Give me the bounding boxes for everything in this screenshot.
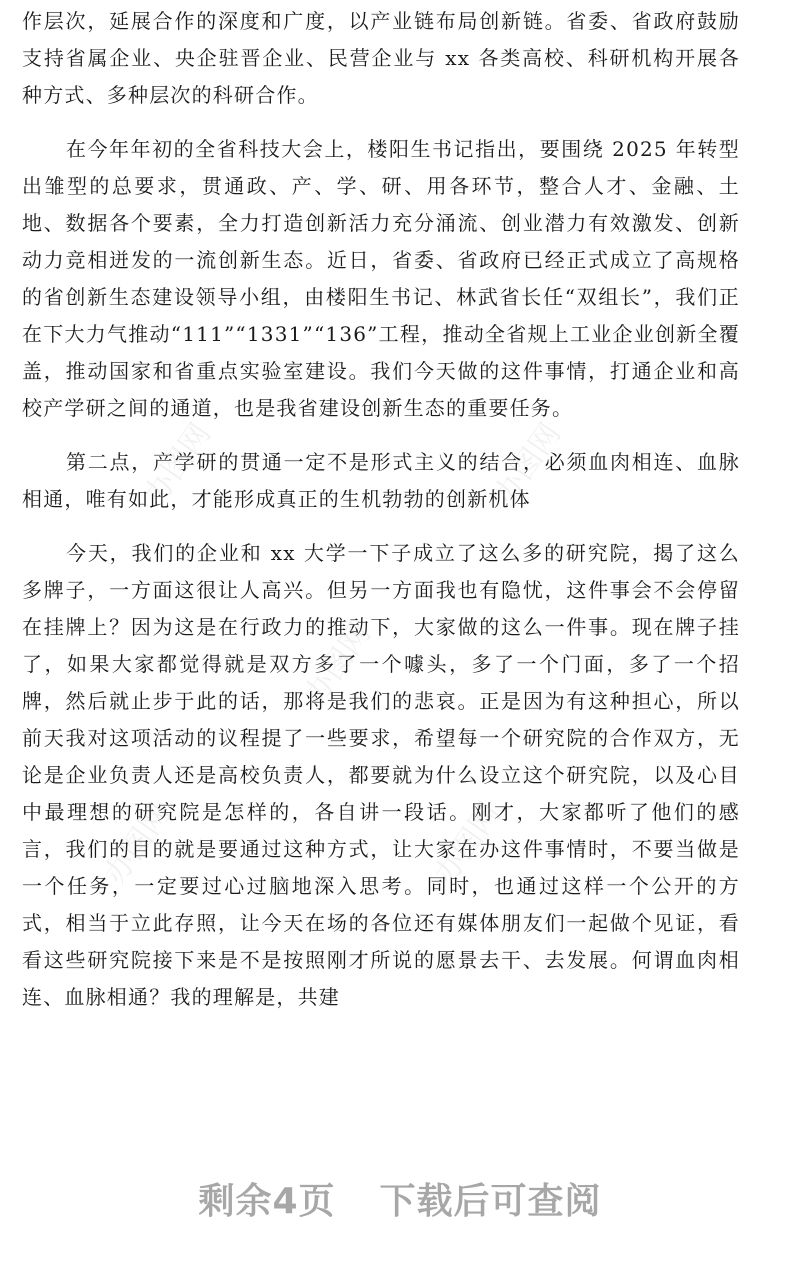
document-body <box>22 0 740 1016</box>
download-hint-label: 下载后可查阅 <box>379 1181 602 1222</box>
watermark-text: 办图网 <box>427 797 509 891</box>
paragraph-3: 第二点，产学研的贯通一定不是形式主义的结合，必须血肉相连、血脉相通，唯有如此，才能形成真正的生机勃勃的创新机体 <box>22 450 740 511</box>
watermark-text: 办图网 <box>487 417 569 511</box>
watermark-text: 办图网 <box>297 617 379 711</box>
watermark-text: 办图网 <box>137 417 219 511</box>
paragraph-4: 今天，我们的企业和 xx 大学一下子成立了这么多的研究院，揭了这么多牌子，一方面这很让人高兴。但另一方面我也有隐忧，这件事会不会停留在挂牌上？因为这是在行政力的推动下，大家做的这么一件事。现在牌子挂了，如果大家都觉得就是双方多了一个噱头，多了一个门面，多了一个招牌，然后就止步于此的话，那将是我们的悲哀。正是因为有这种担心，所以前天我对这项活动的议程提了一些要求，希望每一个研究院的合作双方，无论是企业负责人还是高校负责人，都要就为什么设立这个研究院，以及心目中最理想的研究院是怎样的，各自讲一段话。刚才，大家都听了他们的感言，我们的目的就是要通过这种方式，让大家在办这件事情时，不要当做是一个任务，一定要过心过脑地深入思考。同时，也通过这样一个公开的方式，相当于立此存照，让今天在场的各位还有媒体朋友们一起做个见证，看看这些研究院接下来是不是按照刚才所说的愿景去干、去发展。何谓血肉相连、血脉相通？我的理解是，共建 <box>22 541 740 1009</box>
download-banner[interactable] <box>0 1173 800 1224</box>
paragraph-1: 作层次，延展合作的深度和广度，以产业链布局创新链。省委、省政府鼓励支持省属企业、央企驻晋企业、民营企业与 xx 各类高校、科研机构开展各种方式、多种层次的科研合作。 <box>22 9 740 107</box>
watermark-text: 办图网 <box>97 797 179 891</box>
remaining-pages-label: 剩余4页 <box>198 1181 336 1222</box>
paragraph-2: 在今年年初的全省科技大会上，楼阳生书记指出，要围绕 2025 年转型出雏型的总要求，贯通政、产、学、研、用各环节，整合人才、金融、土地、数据各个要素，全力打造创新活力充分涌流、创业潜力有效激发、创新动力竞相迸发的一流创新生态。近日，省委、省政府已经正式成立了高规格的省创新生态建设领导小组，由楼阳生书记、林武省长任“双组长”，我们正在下大力气推动“111”“1331”“136”工程，推动全省规上工业企业创新全覆盖，推动国家和省重点实验室建设。我们今天做的这件事情，打通企业和高校产学研之间的通道，也是我省建设创新生态的重要任务。 <box>22 137 740 420</box>
